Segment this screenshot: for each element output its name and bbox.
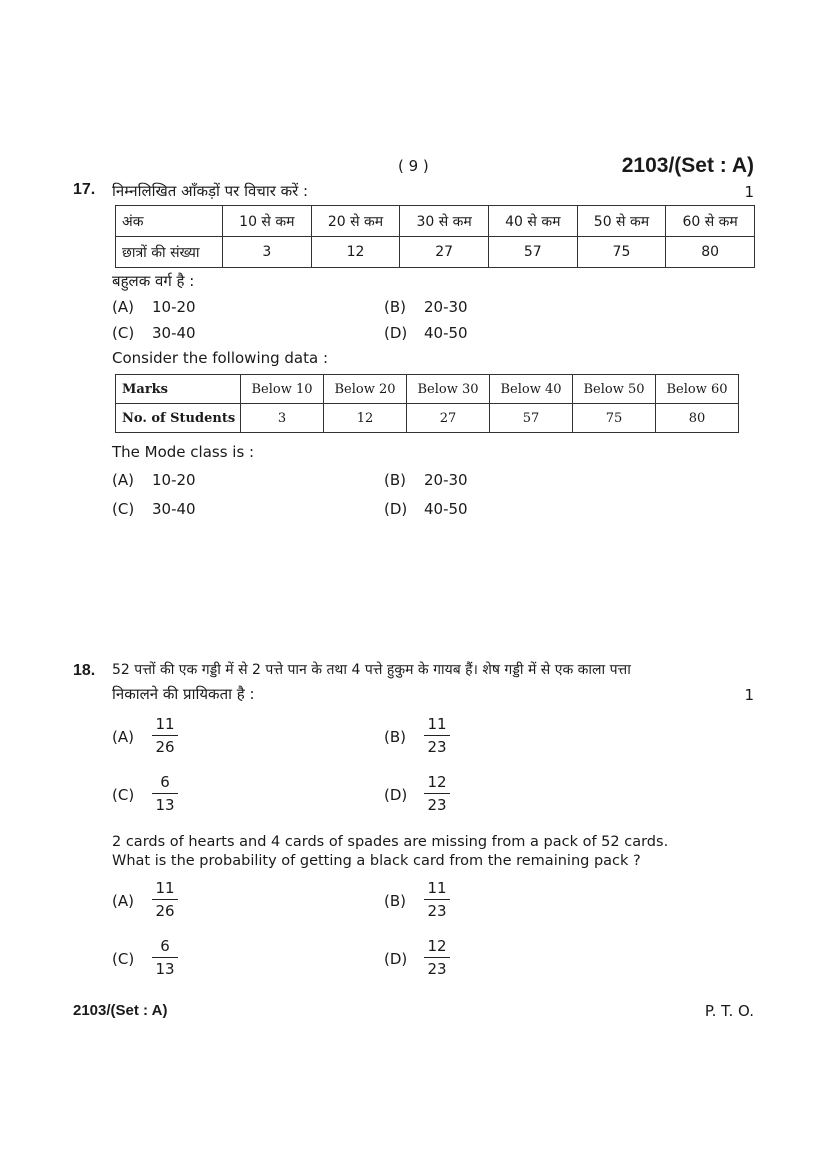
question-17-english-question: The Mode class is : [112,443,255,461]
option-c[interactable]: (C) 30-40 [112,500,196,518]
table-cell: 30 से कम [400,206,489,237]
fraction: $\frac{12}{23}$ [424,937,450,978]
table-cell: अंक [116,206,223,237]
english-data-table [115,374,739,433]
table-cell: Marks [116,375,241,404]
question-18-hindi-line-1: 52 पत्तों की एक गड्डी में से 2 पत्ते पान के तथा 4 पत्ते हुकुम के गायब हैं। शेष गड्डी में से एक काला पत्ता [112,662,631,678]
set-label-header: 2103/(Set : A) [621,154,754,177]
option-a[interactable]: (A) 10-20 [112,471,196,489]
question-17-number: 17. [73,181,96,198]
table-cell: 57 [488,237,577,268]
fraction: $\frac{11}{26}$ [152,715,178,756]
table-cell: 80 [656,404,739,433]
table-cell: 75 [573,404,656,433]
table-cell: Below 60 [656,375,739,404]
table-cell: Below 40 [490,375,573,404]
table-cell: छात्रों की संख्या [116,237,223,268]
fraction: $\frac{12}{23}$ [424,773,450,814]
question-17-marks: 1 [744,183,754,201]
table-cell: 50 से कम [577,206,666,237]
table-row [116,375,739,404]
table-row [116,237,755,268]
fraction: $\frac{6}{13}$ [152,937,178,978]
question-18-english-line-1: 2 cards of hearts and 4 cards of spades are missing from a pack of 52 cards. [112,834,669,850]
fraction: $\frac{11}{26}$ [152,879,178,920]
table-cell: 12 [324,404,407,433]
fraction: $\frac{6}{13}$ [152,773,178,814]
table-cell: 10 से कम [223,206,312,237]
table-cell: No. of Students [116,404,241,433]
table-cell: 75 [577,237,666,268]
fraction: $\frac{11}{23}$ [424,715,450,756]
table-cell: 27 [407,404,490,433]
hindi-data-table [115,205,755,268]
question-18-number: 18. [73,662,96,679]
option-d[interactable]: (D) 40-50 [384,324,468,342]
question-18-marks: 1 [744,686,754,704]
option-b[interactable]: (B) 20-30 [384,471,468,489]
question-18-english-line-2: What is the probability of getting a black card from the remaining pack ? [112,853,641,869]
question-17-hindi-question: बहुलक वर्ग है : [112,272,195,290]
table-row [116,206,755,237]
option-d[interactable]: (D) 40-50 [384,500,468,518]
table-cell: 12 [311,237,400,268]
table-cell: Below 10 [241,375,324,404]
table-cell: 60 से कम [666,206,755,237]
table-cell: 3 [223,237,312,268]
question-17-english-prompt: Consider the following data : [112,349,329,367]
set-label-footer: 2103/(Set : A) [73,1002,168,1019]
table-cell: Below 20 [324,375,407,404]
table-row [116,404,739,433]
table-cell: 57 [490,404,573,433]
option-a[interactable]: (A) 10-20 [112,298,196,316]
option-c[interactable]: (C) 30-40 [112,324,196,342]
question-18-hindi-line-2: निकालने की प्रायिकता है : [112,685,255,703]
page-number: ( 9 ) [398,157,429,175]
question-17-hindi-prompt: निम्नलिखित आँकड़ों पर विचार करें : [112,182,309,200]
option-b[interactable]: (B) 20-30 [384,298,468,316]
table-cell: 27 [400,237,489,268]
table-cell: 40 से कम [488,206,577,237]
table-cell: 3 [241,404,324,433]
table-cell: 20 से कम [311,206,400,237]
pto-label: P. T. O. [704,1002,754,1020]
table-cell: 80 [666,237,755,268]
fraction: $\frac{11}{23}$ [424,879,450,920]
table-cell: Below 50 [573,375,656,404]
table-cell: Below 30 [407,375,490,404]
